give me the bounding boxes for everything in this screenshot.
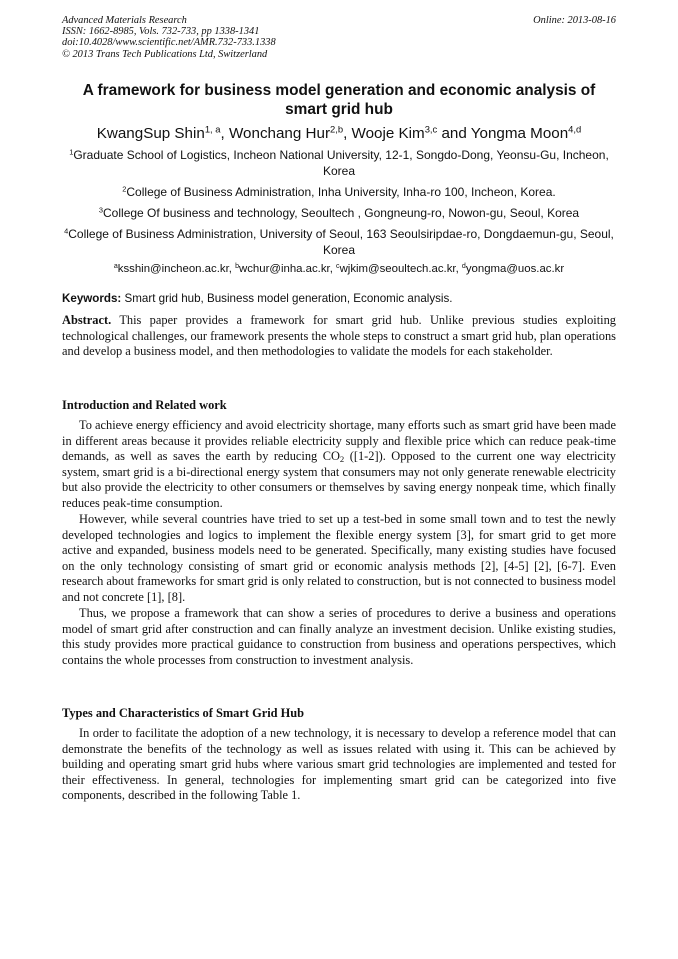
issn-line: ISSN: 1662-8985, Vols. 732-733, pp 1338-1341	[62, 26, 260, 38]
intro-paragraph-3	[62, 606, 616, 668]
author-separator: ,	[220, 125, 229, 142]
author-name: Wonchang Hur	[228, 125, 331, 142]
email-address: wjkim@seoultech.ac.kr,	[339, 263, 462, 275]
email-list	[62, 261, 616, 277]
email-address: wchur@inha.ac.kr,	[239, 263, 337, 275]
abstract-label: Abstract.	[62, 313, 112, 327]
email-superscript: b	[235, 262, 239, 270]
abstract	[62, 313, 616, 360]
author-superscript: 1, a	[204, 123, 221, 135]
affiliation-2	[62, 184, 616, 200]
author-superscript: 2,b	[330, 123, 344, 135]
online-date: Online: 2013-08-16	[533, 15, 616, 26]
author-superscript: 4,d	[568, 123, 582, 135]
author-separator: ,	[343, 125, 352, 142]
affiliation-3	[62, 205, 616, 221]
affiliation-4	[62, 226, 616, 258]
author-name: KwangSup Shin	[96, 125, 205, 142]
intro-p2-text: However, while several countries have tried to set up a test-bed in some small town and to test the newly developed technologies and logics to implement the flexible energy system [3], for smart grid to get more active and expanded, business models need to be generated. Specifically, many existing studies have focused on the only technology consisting of smart grid or economic analysis methods [2], [4-5] [2], [6-7]. Even research about frameworks for smart grid is only related to construction, but is not connected to business model and not concrete [1], [8].	[62, 512, 616, 604]
co2-subscript: 2	[339, 454, 345, 465]
journal-header	[62, 15, 616, 60]
intro-p1-text-cont: ([1-2]). Opposed to the current one way electricity system, smart grid is a bi-directional energy system that consumers may not only generate renewable electricity but also provide the electricity to other consumers or themselves by saving energy nonpeak time, which finally reduces peak-time consumption.	[62, 449, 616, 510]
email-superscript: a	[113, 262, 118, 270]
types-p1-text: In order to facilitate the adoption of a new technology, it is necessary to develop a reference model that can demonstrate the benefits of the technology as well as issues related with using it. This can be achieved by building and operating smart grid hubs where various smart grid technologies are implemented and tested for their effectiveness. In general, technologies for implementing smart grid can be categorized into five components, described in the following Table 1.	[62, 726, 616, 803]
email-address: yongma@uos.ac.kr	[465, 263, 565, 275]
affiliation-1	[62, 147, 616, 179]
intro-p3-text: Thus, we propose a framework that can show a series of procedures to derive a business and operations model of smart grid after construction and can finally analyze an investment decision. Unlike existing studies, this study provides more practical guidance to construction from business and operations perspectives, which contains the whole processes from construction to investment analysis.	[62, 606, 616, 667]
email-superscript: d	[461, 262, 466, 270]
intro-paragraph-2	[62, 512, 616, 606]
email-address: ksshin@incheon.ac.kr,	[117, 263, 236, 275]
affiliation-text: College of Business Administration, University of Seoul, 163 Seoulsiripdae-ro, Dongdaemun-gu, Seoul, Korea	[68, 227, 614, 257]
abstract-text: This paper provides a framework for smart grid hub. Unlike previous studies exploiting technological challenges, our framework presents the whole steps to construct a smart grid hub, plan operations and develop a business model, and then methodologies to validate the models for each stakeholder.	[62, 313, 617, 359]
affiliation-superscript: 1	[69, 147, 74, 157]
keywords-text: Smart grid hub, Business model generation, Economic analysis.	[124, 292, 453, 305]
journal-name: Advanced Materials Research	[62, 15, 187, 26]
author-name: Yongma Moon	[470, 125, 569, 142]
affiliation-superscript: 2	[122, 184, 127, 194]
affiliation-text: Graduate School of Logistics, Incheon National University, 12-1, Songdo-Dong, Yeonsu-Gu, Incheon, Korea	[73, 148, 609, 178]
affiliation-superscript: 3	[98, 205, 104, 215]
email-superscript: c	[336, 262, 340, 270]
copyright-line: © 2013 Trans Tech Publications Ltd, Switzerland	[62, 48, 268, 60]
doi-line: doi:10.4028/www.scientific.net/AMR.732-733.1338	[62, 37, 276, 49]
author-superscript: 3,c	[424, 123, 438, 135]
author-name: Wooje Kim	[351, 125, 425, 142]
paper-title: A framework for business model generation and economic analysis of smart grid hub	[82, 82, 596, 118]
section-heading-types: Types and Characteristics of Smart Grid Hub	[62, 706, 305, 720]
affiliation-superscript: 4	[64, 226, 69, 236]
types-paragraph-1	[62, 726, 616, 804]
keywords	[62, 291, 616, 307]
keywords-label: Keywords:	[62, 292, 122, 305]
author-list	[62, 124, 616, 144]
affiliation-text: College Of business and technology, Seoultech , Gongneung-ro, Nowon-gu, Seoul, Korea	[103, 206, 580, 220]
section-heading-introduction: Introduction and Related work	[62, 398, 227, 412]
intro-p1-text: To achieve energy efficiency and avoid electricity shortage, many efforts such as smart grid have been made in different areas because it provides reliable electricity supply and flexible price which can reduce peak-time demands, as well as saves the earth by reducing CO	[62, 418, 616, 464]
intro-paragraph-1	[62, 418, 616, 512]
affiliation-text: College of Business Administration, Inha University, Inha-ro 100, Incheon, Korea.	[126, 185, 556, 199]
author-separator: and	[437, 125, 471, 142]
